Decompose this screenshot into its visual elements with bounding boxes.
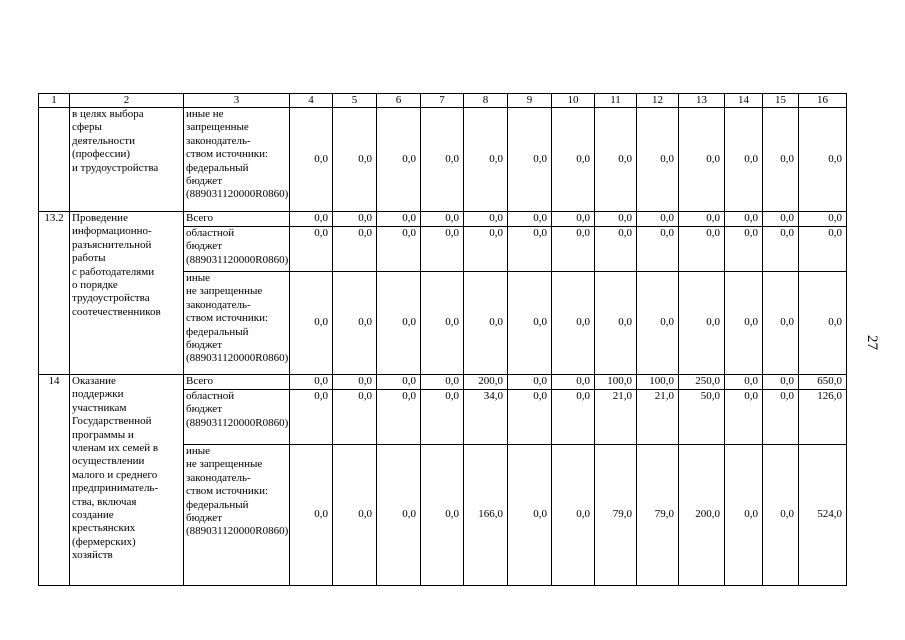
value-cell: 0,0 xyxy=(377,108,421,212)
funding-source-cell xyxy=(184,108,290,212)
funding-source-cell xyxy=(184,212,290,227)
text-line: (889031120000R0860) xyxy=(186,253,289,266)
value-cell: 0,0 xyxy=(464,272,508,375)
text-line: (889031120000R0860) xyxy=(186,352,289,365)
table-row xyxy=(39,375,847,390)
value-cell: 34,0 xyxy=(464,390,508,445)
value-cell: 0,0 xyxy=(725,390,763,445)
text-line: областной xyxy=(186,227,235,239)
value-cell: 0,0 xyxy=(679,227,725,272)
text-line: осуществлении xyxy=(72,455,145,468)
column-number-cell: 12 xyxy=(637,94,679,108)
value-cell: 0,0 xyxy=(290,272,333,375)
value-cell: 0,0 xyxy=(637,108,679,212)
column-number-cell: 1 xyxy=(39,94,70,108)
value-cell: 0,0 xyxy=(377,227,421,272)
value-cell: 0,0 xyxy=(464,108,508,212)
text-line: участникам xyxy=(72,401,127,414)
value-cell: 0,0 xyxy=(799,108,847,212)
activity-name-cell xyxy=(70,108,184,212)
text-line: о порядке xyxy=(72,279,118,292)
text-line: федеральный xyxy=(186,161,249,174)
text-line: с работодателями xyxy=(72,265,155,278)
text-line: программы и xyxy=(72,428,134,441)
text-line: бюджет xyxy=(186,339,222,352)
value-cell: 0,0 xyxy=(421,272,464,375)
value-cell: 0,0 xyxy=(552,445,595,586)
column-number-cell: 5 xyxy=(333,94,377,108)
text-line: законодатель- xyxy=(186,298,251,311)
value-cell: 0,0 xyxy=(421,212,464,227)
value-cell: 0,0 xyxy=(725,445,763,586)
text-line: ством источники: xyxy=(186,312,269,325)
column-number-row xyxy=(39,94,847,108)
value-cell: 0,0 xyxy=(799,272,847,375)
value-cell: 0,0 xyxy=(679,212,725,227)
value-cell: 0,0 xyxy=(464,212,508,227)
text-line: ством источники: xyxy=(186,148,269,161)
text-line: федеральный xyxy=(186,325,249,338)
value-cell: 0,0 xyxy=(799,212,847,227)
value-cell: 0,0 xyxy=(290,390,333,445)
value-cell: 0,0 xyxy=(290,108,333,212)
value-cell: 0,0 xyxy=(421,390,464,445)
value-cell: 0,0 xyxy=(679,108,725,212)
value-cell: 0,0 xyxy=(464,227,508,272)
text-line: трудоустройства xyxy=(72,292,150,305)
funding-source-cell xyxy=(184,227,290,272)
value-cell: 0,0 xyxy=(679,272,725,375)
column-number-cell: 11 xyxy=(595,94,637,108)
value-cell: 0,0 xyxy=(763,390,799,445)
value-cell: 0,0 xyxy=(763,375,799,390)
value-cell: 0,0 xyxy=(552,375,595,390)
column-number-cell: 16 xyxy=(799,94,847,108)
text-line: информационно- xyxy=(72,225,152,238)
value-cell: 0,0 xyxy=(377,272,421,375)
text-line: Всего xyxy=(186,375,213,387)
text-line: бюджет xyxy=(186,512,222,525)
value-cell: 0,0 xyxy=(333,272,377,375)
value-cell: 0,0 xyxy=(377,212,421,227)
value-cell: 0,0 xyxy=(637,212,679,227)
activity-name-cell xyxy=(70,212,184,375)
value-cell: 0,0 xyxy=(763,445,799,586)
value-cell: 0,0 xyxy=(637,272,679,375)
value-cell: 250,0 xyxy=(679,375,725,390)
row-number-cell: 13.2 xyxy=(39,212,70,375)
value-cell: 0,0 xyxy=(508,375,552,390)
value-cell: 0,0 xyxy=(725,375,763,390)
value-cell: 0,0 xyxy=(377,375,421,390)
text-line: (фермерских) xyxy=(72,535,136,548)
text-line: (889031120000R0860) xyxy=(186,416,289,429)
text-line: бюджет xyxy=(186,403,222,416)
text-line: разъяснительной xyxy=(72,238,152,251)
table-row xyxy=(39,212,847,227)
column-number-cell: 13 xyxy=(679,94,725,108)
value-cell: 0,0 xyxy=(421,445,464,586)
value-cell: 0,0 xyxy=(333,227,377,272)
column-number-cell: 6 xyxy=(377,94,421,108)
text-line: крестьянских xyxy=(72,522,136,535)
value-cell: 0,0 xyxy=(290,445,333,586)
value-cell: 126,0 xyxy=(799,390,847,445)
text-line: поддержки xyxy=(72,388,124,401)
value-cell: 200,0 xyxy=(679,445,725,586)
text-line: бюджет xyxy=(186,240,222,253)
funding-source-cell xyxy=(184,375,290,390)
text-line: Государственной xyxy=(72,415,152,428)
value-cell: 166,0 xyxy=(464,445,508,586)
value-cell: 0,0 xyxy=(333,212,377,227)
column-number-cell: 8 xyxy=(464,94,508,108)
value-cell: 0,0 xyxy=(421,375,464,390)
value-cell: 0,0 xyxy=(290,212,333,227)
value-cell: 0,0 xyxy=(552,272,595,375)
row-number-cell: 14 xyxy=(39,375,70,586)
text-line: Всего xyxy=(186,212,213,224)
text-line: Проведение xyxy=(72,212,128,224)
text-line: (889031120000R0860) xyxy=(186,188,289,201)
text-line: областной xyxy=(186,390,235,402)
column-number-cell: 4 xyxy=(290,94,333,108)
value-cell: 0,0 xyxy=(763,227,799,272)
text-line: Оказание xyxy=(72,375,116,387)
page-number: 27 xyxy=(864,335,880,350)
value-cell: 21,0 xyxy=(637,390,679,445)
text-line: ством источники: xyxy=(186,485,269,498)
value-cell: 79,0 xyxy=(637,445,679,586)
value-cell: 0,0 xyxy=(725,108,763,212)
value-cell: 0,0 xyxy=(595,212,637,227)
value-cell: 0,0 xyxy=(377,390,421,445)
column-number-cell: 2 xyxy=(70,94,184,108)
value-cell: 100,0 xyxy=(595,375,637,390)
value-cell: 0,0 xyxy=(552,108,595,212)
value-cell: 0,0 xyxy=(508,212,552,227)
value-cell: 79,0 xyxy=(595,445,637,586)
text-line: запрещенные xyxy=(186,121,249,134)
text-line: иные xyxy=(186,272,211,284)
value-cell: 0,0 xyxy=(552,227,595,272)
value-cell: 0,0 xyxy=(552,212,595,227)
text-line: и трудоустройства xyxy=(72,161,159,174)
text-line: законодатель- xyxy=(186,134,251,147)
text-line: иные не xyxy=(186,108,224,120)
text-line: работы xyxy=(72,252,106,265)
text-line: законодатель- xyxy=(186,471,251,484)
text-line: в целях выбора xyxy=(72,108,144,120)
value-cell: 50,0 xyxy=(679,390,725,445)
text-line: (профессии) xyxy=(72,148,131,161)
value-cell: 0,0 xyxy=(552,390,595,445)
text-line: создание xyxy=(72,509,114,522)
text-line: хозяйств xyxy=(72,549,113,562)
value-cell: 0,0 xyxy=(725,212,763,227)
value-cell: 0,0 xyxy=(508,272,552,375)
text-line: не запрещенные xyxy=(186,458,263,471)
activity-name-cell xyxy=(70,375,184,586)
text-line: предприниматель- xyxy=(72,482,159,495)
value-cell: 0,0 xyxy=(763,108,799,212)
value-cell: 0,0 xyxy=(799,227,847,272)
text-line: членам их семей в xyxy=(72,442,159,455)
value-cell: 0,0 xyxy=(595,108,637,212)
value-cell: 21,0 xyxy=(595,390,637,445)
value-cell: 0,0 xyxy=(333,390,377,445)
value-cell: 0,0 xyxy=(377,445,421,586)
value-cell: 0,0 xyxy=(421,108,464,212)
text-line: соотечественников xyxy=(72,305,161,318)
value-cell: 0,0 xyxy=(508,227,552,272)
value-cell: 0,0 xyxy=(290,227,333,272)
column-number-cell: 7 xyxy=(421,94,464,108)
value-cell: 100,0 xyxy=(637,375,679,390)
funding-source-cell xyxy=(184,390,290,445)
funding-source-cell xyxy=(184,272,290,375)
column-number-cell: 9 xyxy=(508,94,552,108)
value-cell: 0,0 xyxy=(508,108,552,212)
text-line: деятельности xyxy=(72,134,135,147)
value-cell: 0,0 xyxy=(763,212,799,227)
column-number-cell: 14 xyxy=(725,94,763,108)
value-cell: 200,0 xyxy=(464,375,508,390)
text-line: (889031120000R0860) xyxy=(186,525,289,538)
text-line: не запрещенные xyxy=(186,285,263,298)
value-cell: 0,0 xyxy=(763,272,799,375)
value-cell: 0,0 xyxy=(508,390,552,445)
text-line: малого и среднего xyxy=(72,468,158,481)
value-cell: 0,0 xyxy=(421,227,464,272)
value-cell: 0,0 xyxy=(333,375,377,390)
value-cell: 0,0 xyxy=(595,272,637,375)
value-cell: 0,0 xyxy=(725,272,763,375)
value-cell: 0,0 xyxy=(637,227,679,272)
value-cell: 650,0 xyxy=(799,375,847,390)
text-line: иные xyxy=(186,445,211,457)
value-cell: 0,0 xyxy=(333,108,377,212)
budget-table xyxy=(38,93,847,586)
value-cell: 524,0 xyxy=(799,445,847,586)
funding-source-cell xyxy=(184,445,290,586)
column-number-cell: 3 xyxy=(184,94,290,108)
table-row xyxy=(39,108,847,212)
value-cell: 0,0 xyxy=(595,227,637,272)
text-line: бюджет xyxy=(186,175,222,188)
column-number-cell: 15 xyxy=(763,94,799,108)
value-cell: 0,0 xyxy=(725,227,763,272)
text-line: федеральный xyxy=(186,498,249,511)
row-number-cell xyxy=(39,108,70,212)
value-cell: 0,0 xyxy=(333,445,377,586)
value-cell: 0,0 xyxy=(508,445,552,586)
column-number-cell: 10 xyxy=(552,94,595,108)
text-line: ства, включая xyxy=(72,495,137,508)
value-cell: 0,0 xyxy=(290,375,333,390)
text-line: сферы xyxy=(72,121,102,134)
